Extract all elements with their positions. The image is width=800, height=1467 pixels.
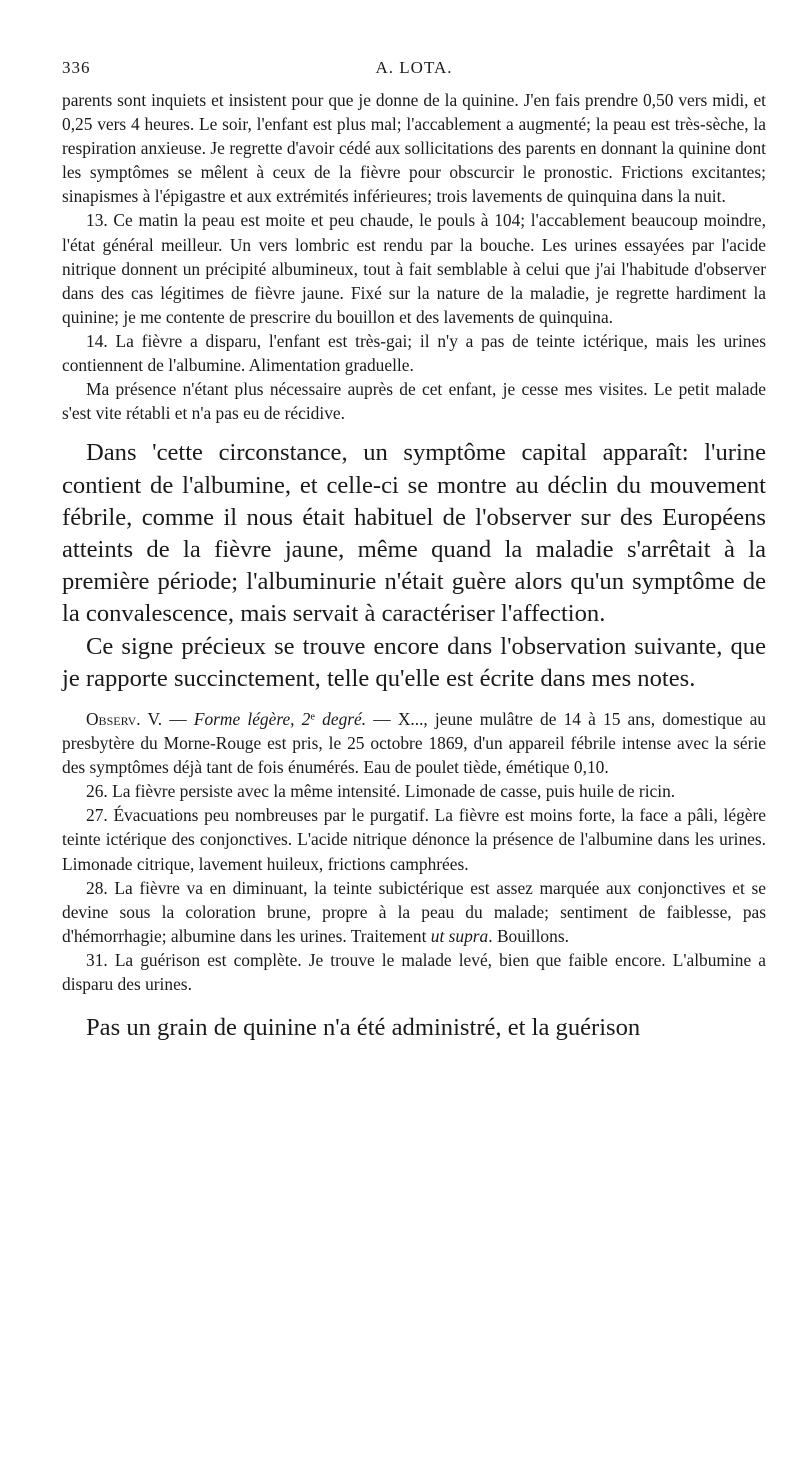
observation-form: Forme légère, 2: [193, 708, 311, 729]
paragraph-day-28: [62, 876, 766, 948]
observation-label: Observ. V.: [86, 708, 163, 729]
day-28-body: 28. La fièvre va en diminuant, la teinte subictérique est assez marquée aux conjonctives et se devine sous la coloration brune, propre à la peau du malade; sentiment de faiblesse, pas d'hémorrhagie; albumine dans les urines. Traitement: [62, 877, 766, 946]
day-28-ut-supra: ut supra: [430, 925, 489, 946]
paragraph-visits-end: Ma présence n'étant plus nécessaire auprès de cet enfant, je cesse mes visites. Le petit malade s'est vite rétabli et n'a pas eu de récidive.: [62, 379, 766, 424]
observation-dash: —: [366, 708, 398, 729]
observation-degree-suffix: e: [310, 711, 316, 723]
running-head-author: A. LOTA.: [375, 58, 453, 77]
paragraph-case-continuation: parents sont inquiets et insistent pour que je donne de la quinine. J'en fais prendre 0,50 vers midi, et 0,25 vers 4 heures. Le soir, l'enfant est plus mal; l'accablement a augmenté; la peau est très-sèche, la respiration anxieuse. Je regrette d'avoir cédé aux sollicitations des parents en donnant la quinine dont les symptômes se mêlent à ceux de la fièvre pour obscurcir le pronostic. Frictions excitantes; sinapismes à l'épigastre et aux extrémités inférieures; trois lavements de quinquina dans la nuit.: [62, 90, 766, 207]
observation-dash: —: [162, 708, 194, 729]
paragraph-observation-v: [62, 707, 766, 779]
paragraph-commentary-albumine: Dans 'cette circonstance, un symptôme capital apparaît: l'urine contient de l'albumine, et celle-ci se montre au déclin du mouvement fébrile, comme il nous était habituel de l'observer sur des Européens atteints de la fièvre jaune, même quand la maladie s'arrêtait à la première période; l'albuminurie n'était guère alors qu'un symptôme de la convalescence, mais servait à caractériser l'affection.: [62, 439, 766, 628]
paragraph-day-14: 14. La fièvre a disparu, l'enfant est très-gai; il n'y a pas de teinte ictérique, mais les urines contiennent de l'albumine. Alimentation graduelle.: [62, 330, 766, 376]
paragraph-day-13: 13. Ce matin la peau est moite et peu chaude, le pouls à 104; l'accablement beaucoup moindre, l'état général meilleur. Un vers lombric est rendu par la bouche. Les urines essayées par l'acide nitrique donnent un précipité albumineux, tout à fait semblable à celui que j'ai l'habitude d'observer dans des cas légitimes de fièvre jaune. Fixé sur la nature de la maladie, je regrette hardiment la quinine; je me contente de prescrire du bouillon et des lavements de quinquina.: [62, 210, 766, 327]
paragraph-day-26: 26. La fièvre persiste avec la même intensité. Limonade de casse, puis huile de ricin.: [86, 781, 676, 802]
observation-degree: degré.: [315, 708, 367, 729]
running-head: [62, 58, 766, 88]
paragraph-conclusion: Pas un grain de quinine n'a été administré, et la guérison: [86, 1014, 641, 1042]
paragraph-day-27: 27. Évacuations peu nombreuses par le purgatif. La fièvre est moins forte, la face a pâli, légère teinte ictérique des conjonctives. L'acide nitrique dénonce la présence de l'albumine dans les urines. Limonade citrique, lavement huileux, frictions camphrées.: [62, 805, 766, 874]
book-page: [62, 58, 766, 1044]
paragraph-commentary-sign: Ce signe précieux se trouve encore dans l'observation suivante, que je rapporte succinctement, telle qu'elle est écrite dans mes notes.: [62, 632, 766, 692]
page-number: 336: [62, 58, 91, 77]
paragraph-day-31: 31. La guérison est complète. Je trouve le malade levé, bien que faible encore. L'albumine a disparu des urines.: [62, 949, 766, 994]
observation-body: X..., jeune mulâtre de 14 à 15 ans, domestique au presbytère du Morne-Rouge est pris, le 25 octobre 1869, d'un appareil fébrile intense avec la série des symptômes déjà tant de fois énumérés. Eau de poulet tiède, émétique 0,10.: [62, 708, 766, 778]
day-28-end: . Bouillons.: [488, 925, 569, 946]
